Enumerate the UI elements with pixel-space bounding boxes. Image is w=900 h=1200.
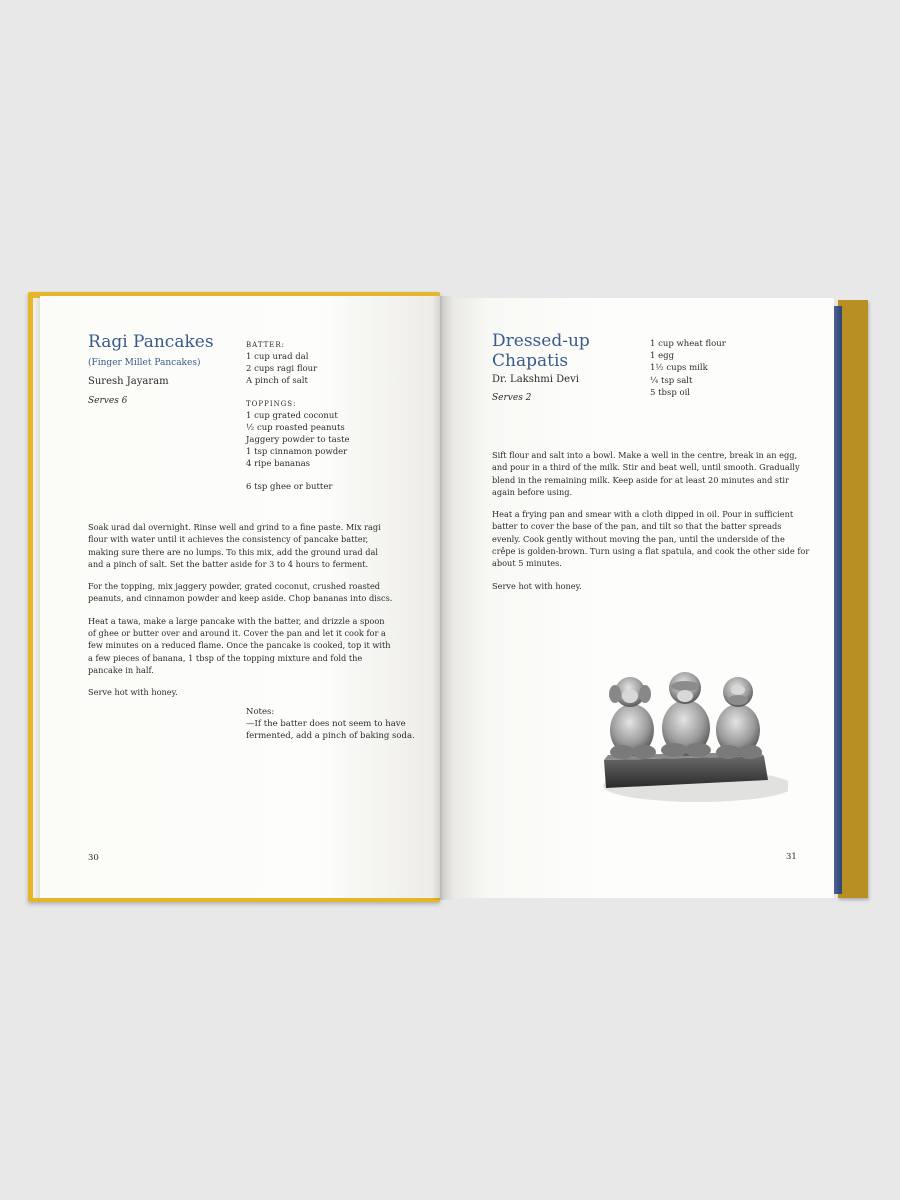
- toppings-heading: TOPPINGS:: [246, 399, 297, 408]
- method-text: [492, 449, 810, 602]
- ingredient-item: ¼ tsp salt: [650, 375, 693, 386]
- method-text: [88, 521, 394, 709]
- ingredient-item: 1½ cups milk: [650, 363, 708, 374]
- ingredient-item: ½ cup roasted peanuts: [246, 422, 345, 433]
- method-paragraph: Serve hot with honey.: [88, 687, 178, 698]
- title-line: Dressed-up: [492, 331, 590, 351]
- recipe-author: Suresh Jayaram: [88, 376, 169, 387]
- title-line: Chapatis: [492, 351, 569, 371]
- recipe-title: [492, 331, 590, 371]
- monkey-figure: [609, 677, 656, 759]
- ingredient-item: 1 cup wheat flour: [650, 339, 726, 349]
- batter-heading: BATTER:: [246, 341, 286, 349]
- notes-line: —If the batter does not seem to have: [246, 719, 406, 729]
- recipe-author: Dr. Lakshmi Devi: [492, 374, 579, 385]
- ingredient-item: Jaggery powder to taste: [246, 435, 350, 446]
- method-paragraph: For the topping, mix jaggery powder, grated coconut, crushed roasted peanuts, and cinnamon powder and keep aside. Chop bananas into discs.: [88, 581, 393, 604]
- method-paragraph: Heat a tawa, make a large pancake with the batter, and drizzle a spoon of ghee or butter over and around it. Cover the pan and let it cook for a few minutes on a reduced flame. Once the pancake is cooked, top it with a few pieces of banana, 1 tbsp of the topping mixture and fold the pancake in half.: [88, 615, 391, 675]
- recipe-title: Ragi Pancakes: [88, 332, 214, 352]
- ingredient-item: A pinch of salt: [246, 376, 308, 387]
- monkey-figure: [716, 677, 762, 759]
- recipe-serves: Serves 6: [88, 396, 128, 406]
- ingredient-item: 1 cup urad dal: [246, 352, 309, 362]
- recipe-serves: Serves 2: [492, 393, 532, 403]
- method-paragraph: Serve hot with honey.: [492, 580, 582, 591]
- ingredients-list: [246, 339, 350, 493]
- ingredient-item: 1 tsp cinnamon powder: [246, 447, 348, 458]
- ingredient-item: 2 cups ragi flour: [246, 364, 318, 375]
- page-number-right: 31: [786, 852, 797, 862]
- monkey-figure: [661, 672, 711, 757]
- book-spine: [432, 296, 454, 900]
- ingredient-item: 5 tbsp oil: [650, 387, 691, 398]
- ingredient-item: 1 cup grated coconut: [246, 410, 338, 421]
- method-paragraph: Soak urad dal overnight. Rinse well and grind to a fine paste. Mix ragi flour with water until it achieves the consistency of pancake batter, making sure there are no lumps. To this mix, add the ground urad dal and a pinch of salt. Set the batter aside for 3 to 4 hours to ferment.: [88, 522, 381, 569]
- ingredient-item: 6 tsp ghee or butter: [246, 481, 333, 492]
- notes-line: fermented, add a pinch of baking soda.: [246, 731, 415, 741]
- notes: [246, 706, 415, 742]
- three-monkeys-illustration: [588, 660, 788, 810]
- method-paragraph: Sift flour and salt into a bowl. Make a well in the centre, break in an egg, and pour in a third of the milk. Stir and beat well, until smooth. Gradually blend in the remaining milk. Keep aside for at least 20 minutes and stir again before using.: [492, 450, 800, 497]
- page-number-left: 30: [88, 853, 99, 863]
- recipe-subtitle: (Finger Millet Pancakes): [88, 358, 201, 368]
- notes-heading: Notes:: [246, 707, 275, 717]
- book-cover-right: [838, 300, 868, 898]
- method-paragraph: Heat a frying pan and smear with a cloth dipped in oil. Pour in sufficient batter to cover the base of the pan, and tilt so that the batter spreads evenly. Cook gently without moving the pan, until the underside of the crêpe is golden-brown. Turn using a flat spatula, and cook the other side for about 5 minutes.: [492, 509, 810, 569]
- ingredient-item: 4 ripe bananas: [246, 459, 311, 470]
- ingredient-item: 1 egg: [650, 351, 675, 362]
- ingredients-list: [650, 338, 726, 399]
